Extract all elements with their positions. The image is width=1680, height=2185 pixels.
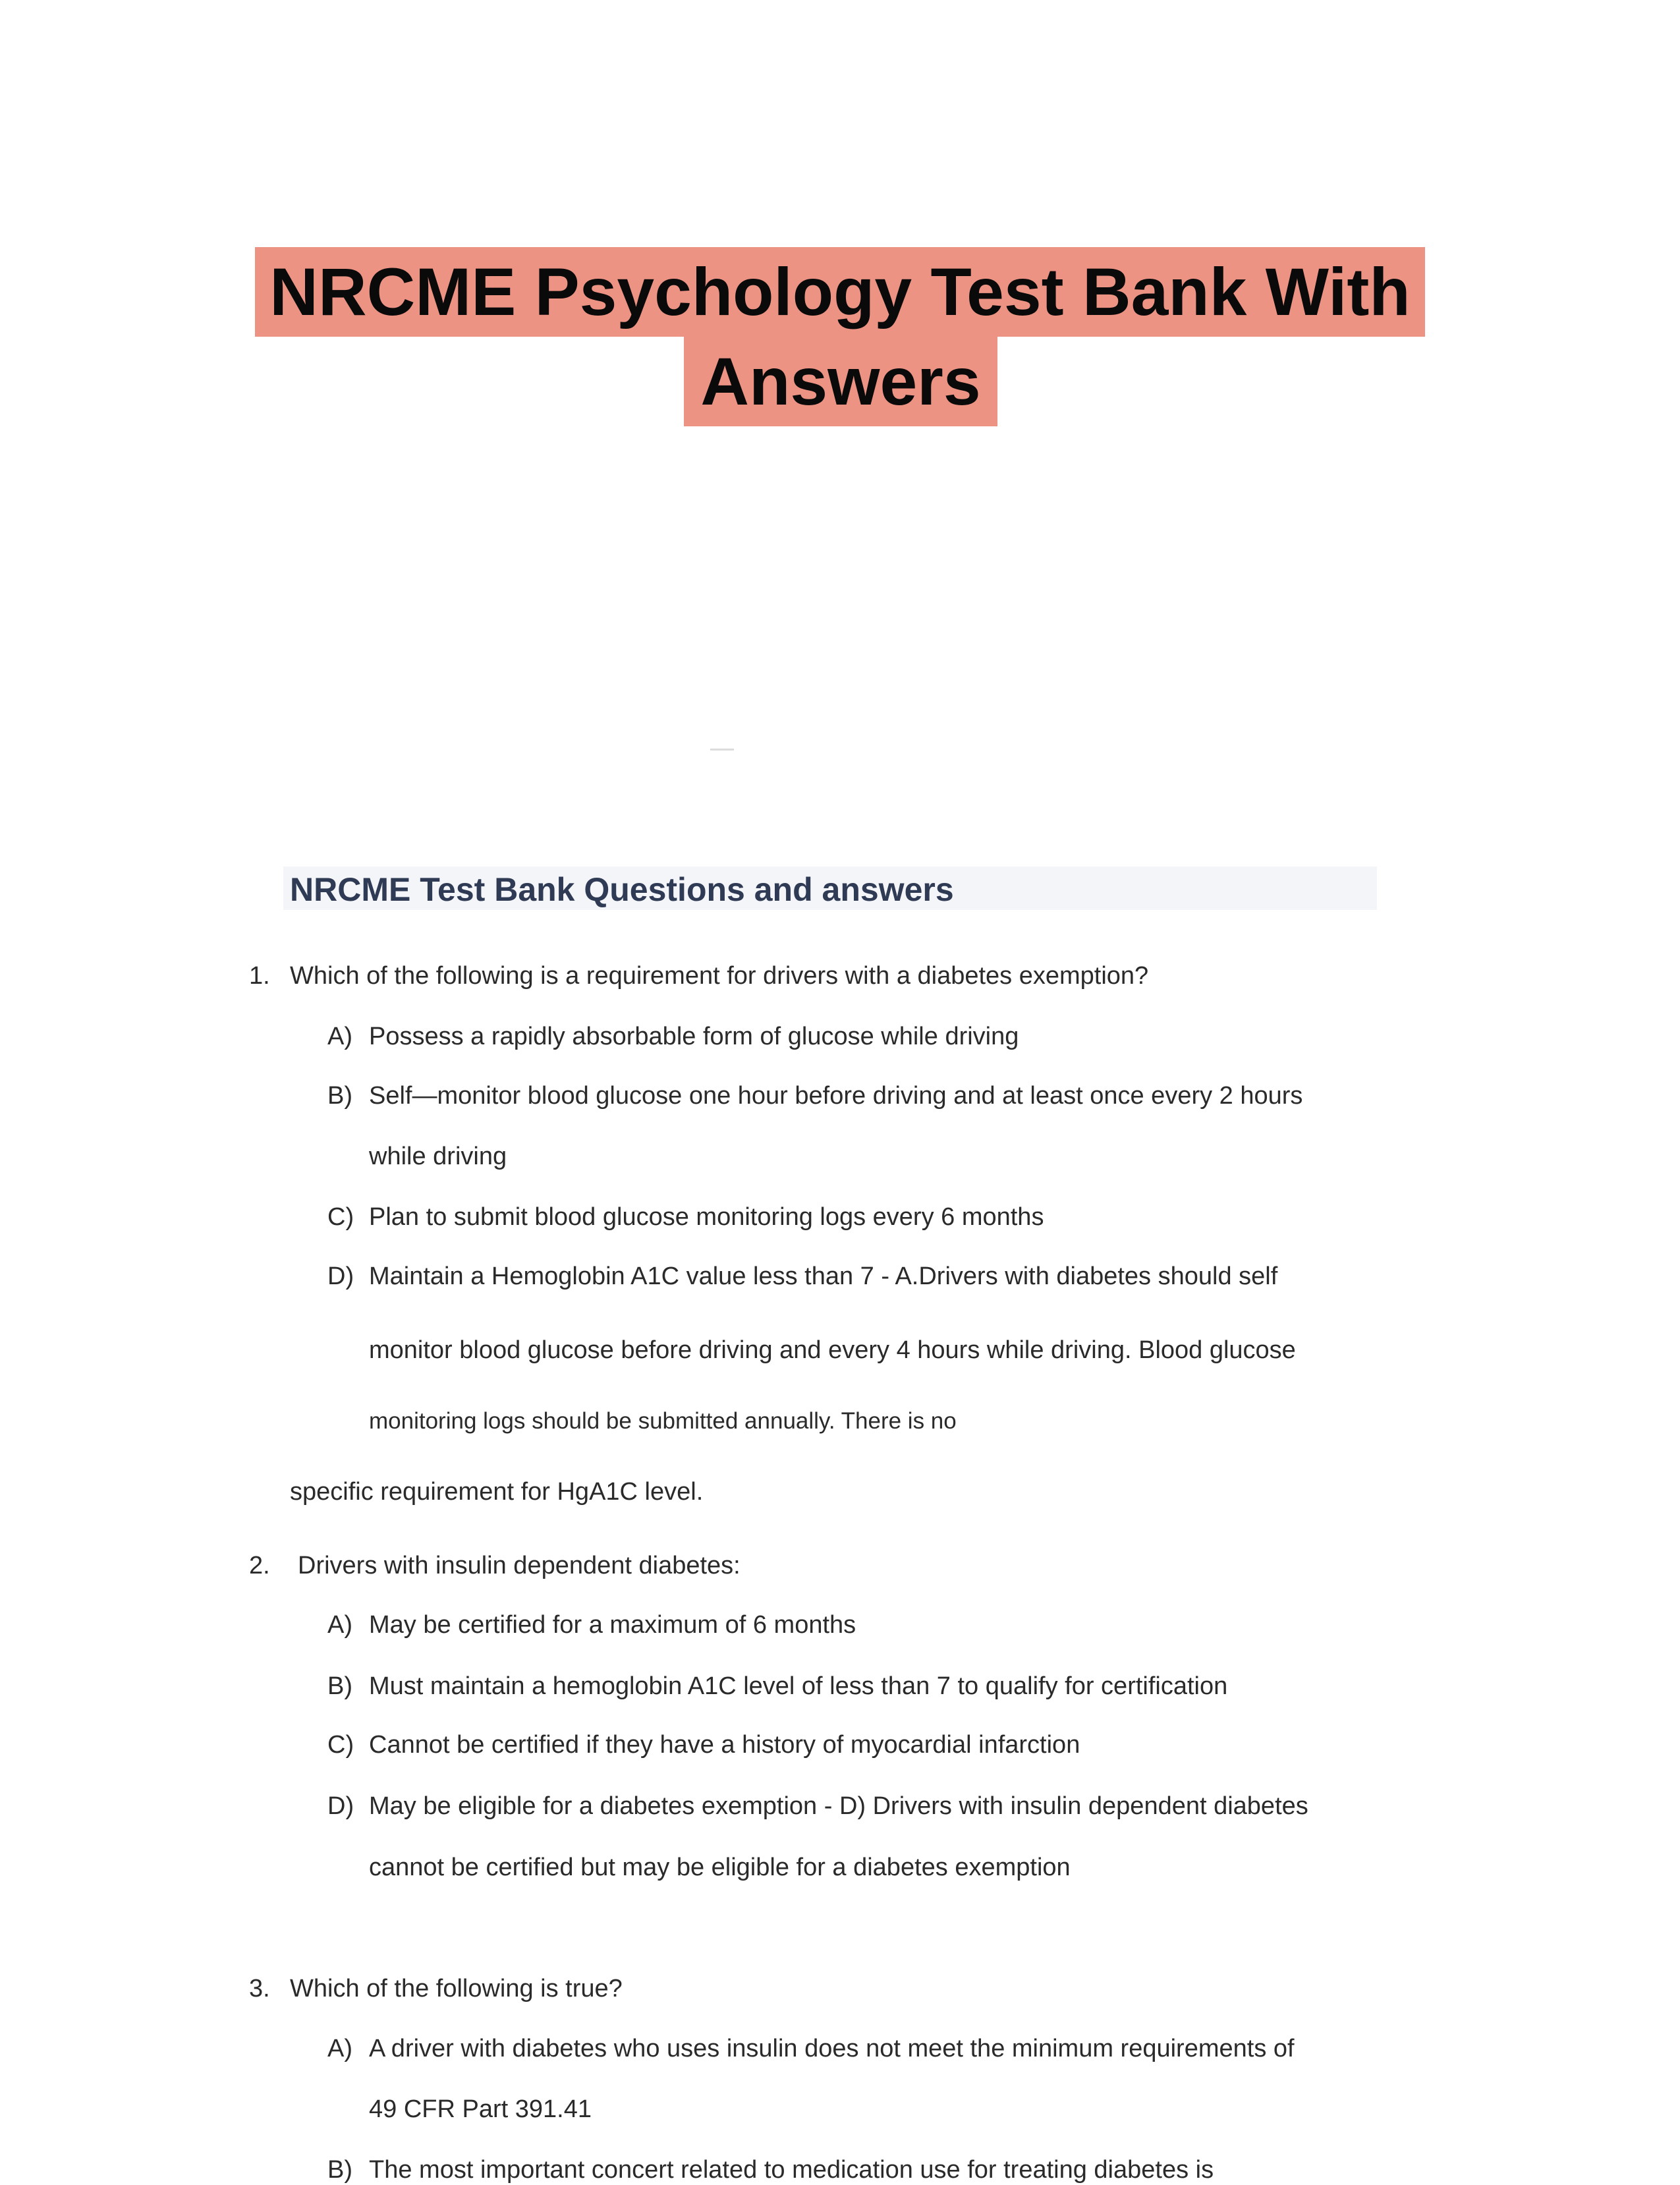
question-text: Drivers with insulin dependent diabetes: [298,1552,741,1579]
option-letter: A) [327,1023,352,1050]
divider-mark [710,749,734,751]
title-line-2: Answers [684,337,997,426]
question-text: Which of the following is true? [290,1975,623,2002]
option-text: Must maintain a hemoglobin A1C level of less than 7 to qualify for certification [369,1672,1228,1700]
option-letter: B) [327,1082,352,1110]
option-text-continued: 49 CFR Part 391.41 [369,2095,592,2123]
option-text-continued: monitoring logs should be submitted annually. There is no [369,1408,957,1434]
option-letter: D) [327,1263,354,1290]
option-letter: C) [327,1203,354,1231]
option-text-continued: while driving [369,1143,507,1170]
question-number: 3. [249,1975,270,2002]
option-letter: A) [327,2035,352,2062]
title-line-1: NRCME Psychology Test Bank With [255,247,1424,337]
question-text: Which of the following is a requirement for drivers with a diabetes exemption? [290,962,1149,990]
option-text: The most important concert related to medication use for treating diabetes is [369,2156,1214,2184]
option-text: Maintain a Hemoglobin A1C value less than 7 - A.Drivers with diabetes should self [369,1263,1278,1290]
option-text: Self—monitor blood glucose one hour before driving and at least once every 2 hours [369,1082,1303,1110]
question-number: 2. [249,1552,270,1579]
option-letter: D) [327,1792,354,1820]
option-text: May be certified for a maximum of 6 months [369,1611,856,1639]
option-text-continued: cannot be certified but may be eligible for a diabetes exemption [369,1854,1071,1881]
option-letter: C) [327,1731,354,1759]
option-text: Cannot be certified if they have a history of myocardial infarction [369,1731,1080,1759]
option-letter: A) [327,1611,352,1639]
section-heading: NRCME Test Bank Questions and answers [290,871,954,908]
option-letter: B) [327,2156,352,2184]
option-text: May be eligible for a diabetes exemption - D) Drivers with insulin dependent diabetes [369,1792,1308,1820]
option-text: Plan to submit blood glucose monitoring logs every 6 months [369,1203,1044,1231]
option-text-continued: monitor blood glucose before driving and every 4 hours while driving. Blood glucose [369,1336,1296,1364]
document-title [240,247,1440,419]
section-heading-bar [283,866,1377,910]
option-text: Possess a rapidly absorbable form of glucose while driving [369,1023,1019,1050]
answer-explanation: specific requirement for HgA1C level. [290,1478,704,1506]
question-number: 1. [249,962,270,990]
option-letter: B) [327,1672,352,1700]
option-text: A driver with diabetes who uses insulin does not meet the minimum requirements of [369,2035,1295,2062]
